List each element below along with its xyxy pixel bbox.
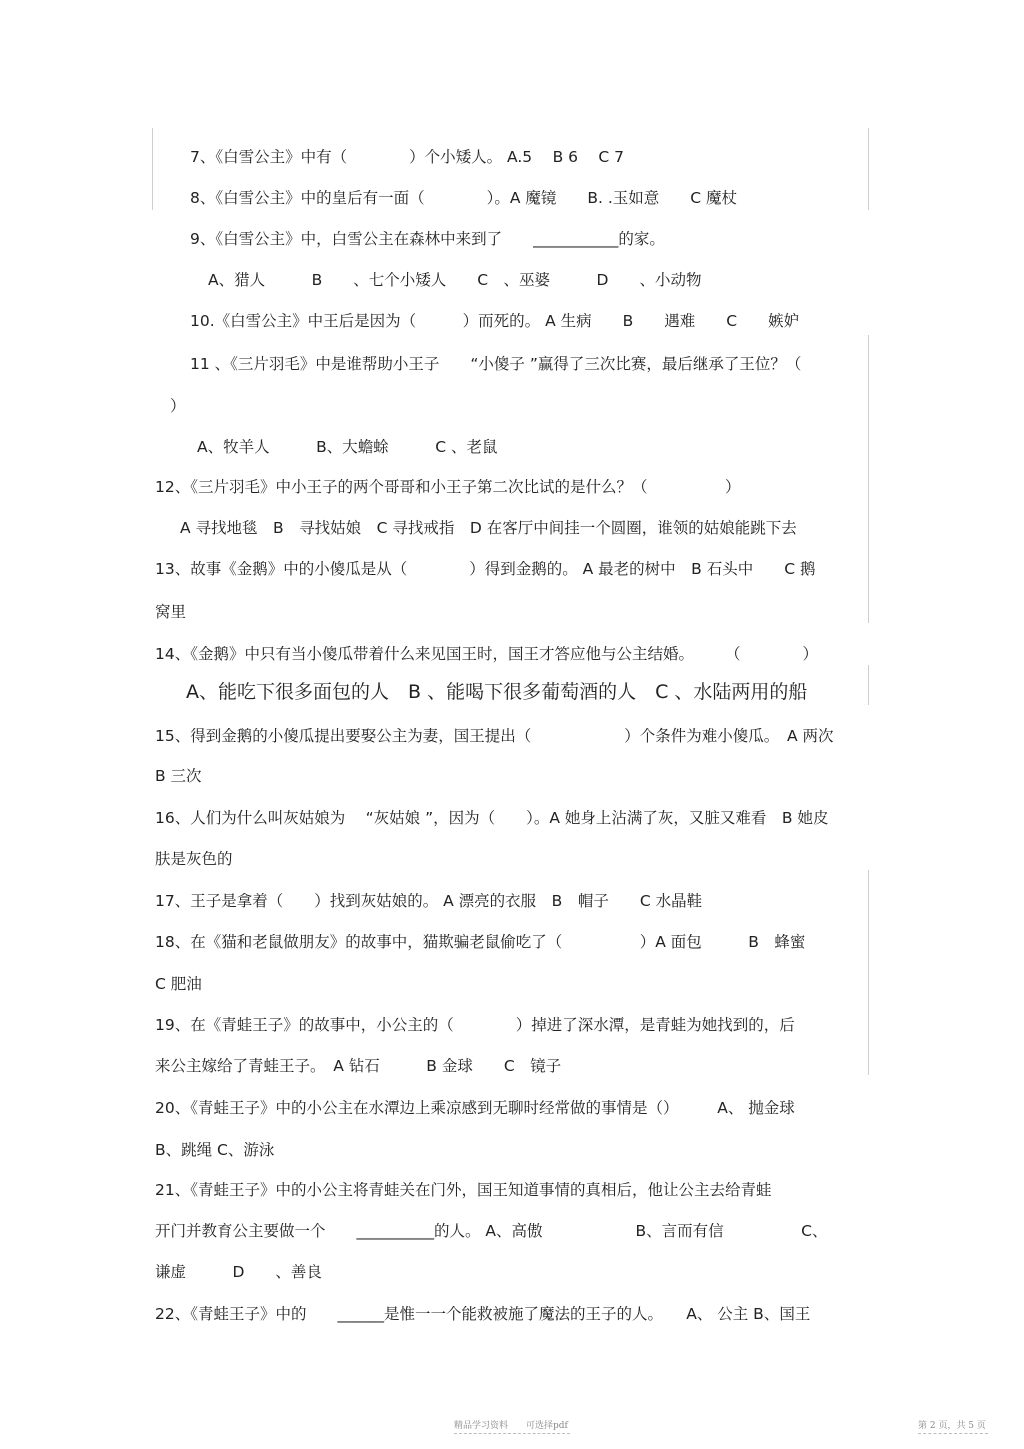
question-12: 12、《三片羽毛》中小王子的两个哥哥和小王子第二次比试的是什么？（ ） — [155, 478, 741, 496]
question-14: 14、《金鹅》中只有当小傻瓜带着什么来见国王时，国王才答应他与公主结婚。 （ ） — [155, 645, 818, 663]
footer-dashes — [454, 1433, 570, 1434]
question-10: 10.《白雪公主》中王后是因为（ ）而死的。 A 生病 B 遇难 C 嫉妒 — [190, 312, 800, 330]
right-margin-rule — [868, 335, 869, 623]
question-7: 7、《白雪公主》中有（ ）个小矮人。 A.5 B 6 C 7 — [190, 148, 625, 166]
footer-dashes-right — [918, 1433, 988, 1434]
question-13: 13、故事《金鹅》中的小傻瓜是从（ ）得到金鹅的。 A 最老的树中 B 石头中 C 鹅 — [155, 560, 816, 578]
question-16: 16、人们为什么叫灰姑娘为 “灰姑娘 ”，因为（ ）。A 她身上沾满了灰，又脏又难看 B 她皮 — [155, 809, 829, 827]
question-8: 8、《白雪公主》中的皇后有一面（ ）。A 魔镜 B. .玉如意 C 魔杖 — [190, 189, 738, 207]
question-11: 11 、《三片羽毛》中是谁帮助小王子 “小傻子 ”赢得了三次比赛，最后继承了王位？（ — [190, 355, 802, 373]
question-9-options: A、猎人 B 、七个小矮人 C 、巫婆 D 、小动物 — [208, 271, 702, 289]
right-margin-rule — [868, 870, 869, 1075]
question-9: 9、《白雪公主》中，白雪公主在森林中来到了 ___________的家。 — [190, 230, 665, 248]
page-number: 第 2 页，共 5 页 — [918, 1421, 986, 1431]
question-13-cont: 窝里 — [155, 603, 187, 621]
question-22: 22、《青蛙王子》中的 ______是惟一一个能救被施了魔法的王子的人。 A、 公主 B、国王 — [155, 1305, 811, 1323]
question-14-options: A、能吃下很多面包的人 B 、能喝下很多葡萄酒的人 C 、水陆两用的船 — [186, 681, 808, 703]
question-18-cont: C 肥油 — [155, 975, 202, 993]
question-21-cont: 开门并教育公主要做一个 __________的人。 A、高傲 B、言而有信 C、 — [155, 1222, 828, 1240]
question-17: 17、王子是拿着（ ）找到灰姑娘的。 A 漂亮的衣服 B 帽子 C 水晶鞋 — [155, 892, 703, 910]
question-19: 19、在《青蛙王子》的故事中，小公主的（ ）掉进了深水潭，是青蛙为她找到的，后 — [155, 1016, 795, 1034]
right-margin-rule — [868, 665, 869, 705]
question-20-cont: B、跳绳 C、游泳 — [155, 1141, 275, 1159]
question-19-cont: 来公主嫁给了青蛙王子。 A 钻石 B 金球 C 镜子 — [155, 1057, 562, 1075]
right-margin-rule — [868, 128, 869, 210]
question-16-cont: 肤是灰色的 — [155, 850, 233, 868]
question-12-options: A 寻找地毯 B 寻找姑娘 C 寻找戒指 D 在客厅中间挂一个圆圈，谁领的姑娘能跳下去 — [180, 519, 797, 537]
question-20: 20、《青蛙王子》中的小公主在水潭边上乘凉感到无聊时经常做的事情是（） A、 抛金球 — [155, 1099, 795, 1117]
footer-watermark: 精品学习资料 可选择pdf — [454, 1421, 568, 1431]
question-21: 21、《青蛙王子》中的小公主将青蛙关在门外，国王知道事情的真相后，他让公主去给青蛙 — [155, 1181, 772, 1199]
question-15-cont: B 三次 — [155, 767, 202, 785]
left-margin-rule — [152, 128, 153, 210]
question-21-cont2: 谦虚 D 、善良 — [155, 1263, 322, 1281]
question-18: 18、在《猫和老鼠做朋友》的故事中，猫欺骗老鼠偷吃了（ ）A 面包 B 蜂蜜 — [155, 933, 806, 951]
question-11-options: A、牧羊人 B、大蟾蜍 C 、老鼠 — [197, 438, 498, 456]
question-15: 15、得到金鹅的小傻瓜提出要娶公主为妻，国王提出（ ）个条件为难小傻瓜。 A 两次 — [155, 727, 834, 745]
question-11-cont: ） — [170, 397, 186, 415]
